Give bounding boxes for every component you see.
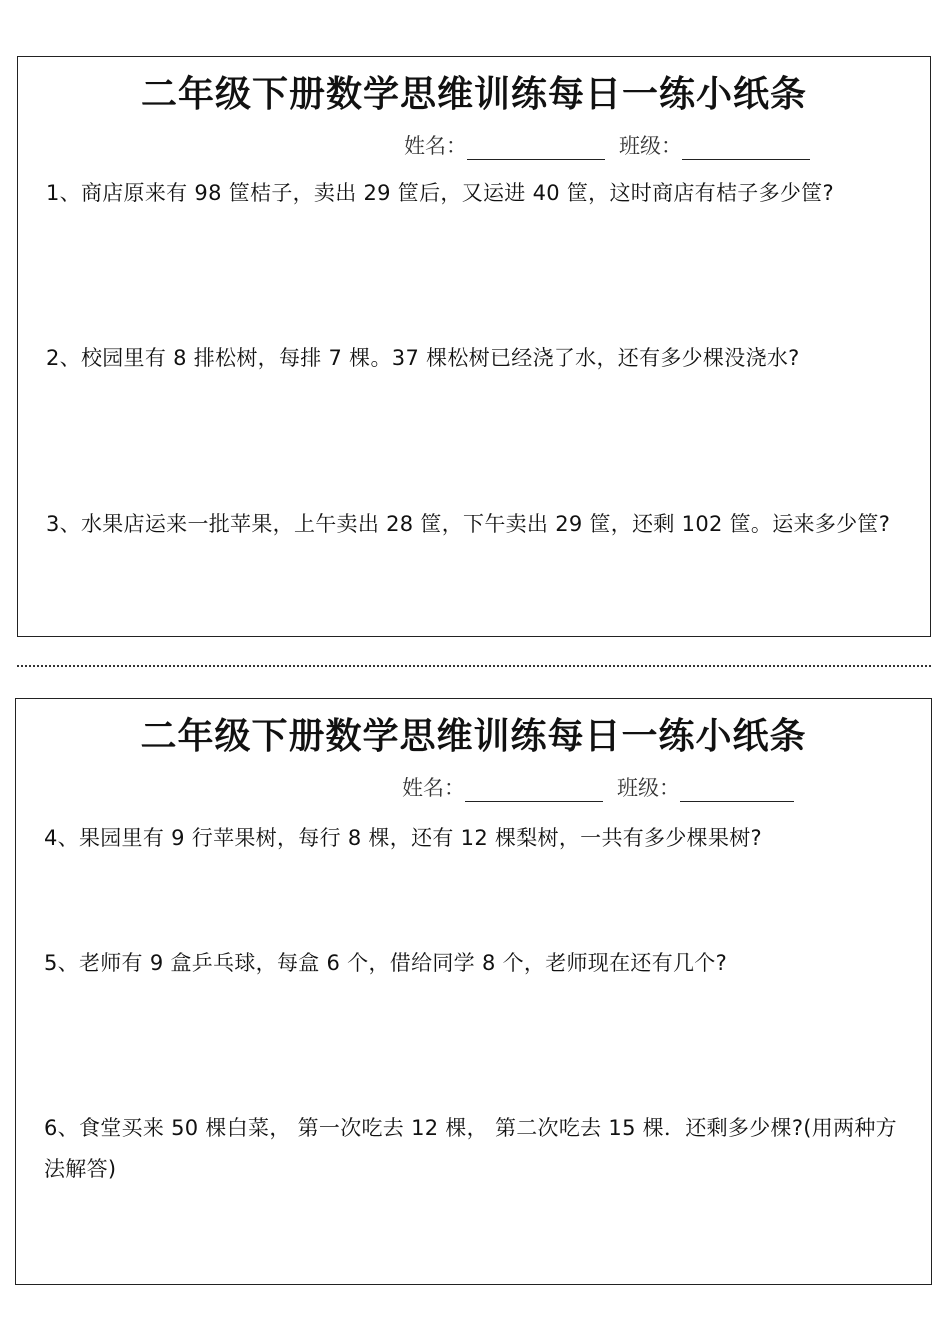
- question-4: 4、果园里有 9 行苹果树，每行 8 棵，还有 12 棵梨树，一共有多少棵果树?: [44, 826, 762, 850]
- class-blank[interactable]: [680, 779, 794, 802]
- slip-title: 二年级下册数学思维训练每日一练小纸条: [140, 716, 807, 757]
- question-3: 3、水果店运来一批苹果，上午卖出 28 筐，下午卖出 29 筐，还剩 102 筐。运来多少筐?: [46, 512, 891, 536]
- name-label: 姓名：: [402, 776, 465, 800]
- name-label: 姓名：: [404, 134, 467, 158]
- question-2: 2、校园里有 8 排松树，每排 7 棵。37 棵松树已经浇了水，还有多少棵没浇水?: [46, 346, 800, 370]
- practice-slip-2: [15, 698, 932, 1285]
- question-6: 6、食堂买来 50 棵白菜， 第一次吃去 12 棵， 第二次吃去 15 棵．还剩多少棵?(用两种方法解答): [44, 1116, 897, 1181]
- class-label: 班级：: [619, 134, 682, 158]
- slip-title: 二年级下册数学思维训练每日一练小纸条: [140, 74, 807, 115]
- class-blank[interactable]: [682, 137, 810, 160]
- practice-slip-1: [17, 56, 931, 637]
- question-5: 5、老师有 9 盒乒乓球，每盒 6 个，借给同学 8 个，老师现在还有几个?: [44, 951, 728, 975]
- student-info-fields: [402, 774, 808, 802]
- name-blank[interactable]: [465, 779, 603, 802]
- name-blank[interactable]: [467, 137, 605, 160]
- dotted-cut-line: [17, 665, 931, 667]
- question-1: 1、商店原来有 98 筐桔子，卖出 29 筐后，又运进 40 筐，这时商店有桔子多少筐?: [46, 181, 834, 205]
- student-info-fields: [404, 132, 824, 160]
- class-label: 班级：: [617, 776, 680, 800]
